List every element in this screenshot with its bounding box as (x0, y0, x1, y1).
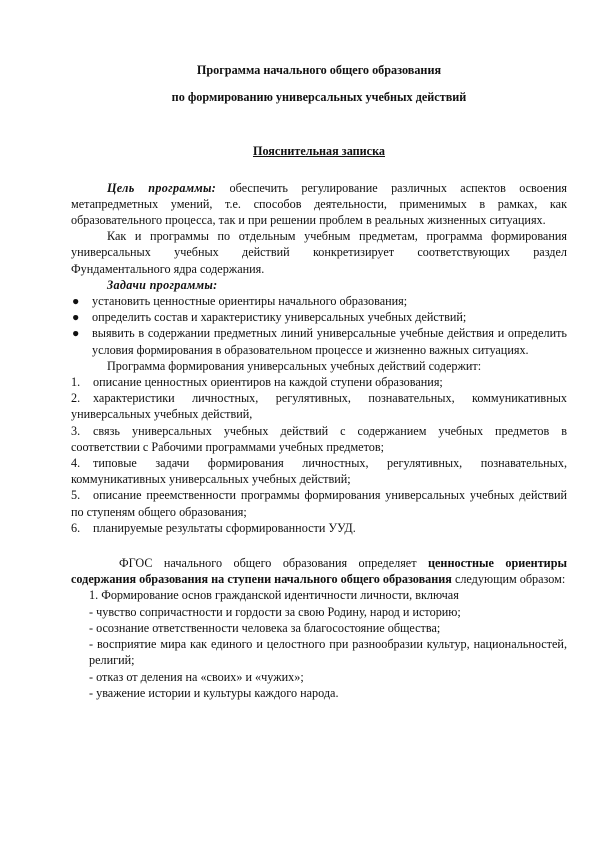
list-item-text: планируемые результаты сформированности УУД. (93, 520, 356, 535)
list-item (71, 309, 567, 325)
list-number: 6. (71, 520, 81, 535)
fgos-text-start: ФГОС начального общего образования определяет (119, 556, 428, 571)
fgos-text-end: следующим образом: (451, 572, 566, 587)
list-number: 5. (71, 488, 81, 503)
bullet-icon: ● (72, 310, 80, 325)
intro-paragraph: Как и программы по отдельным учебным предметам, программа формирования универсальных учебных действий конкретизирует соответствующих раздел Фундаментального ядра содержания. (71, 229, 567, 276)
list-item (71, 455, 567, 487)
section1-title: 1. Формирование основ гражданской идентичности личности, включая (89, 588, 459, 603)
list-item (71, 293, 567, 309)
list-item: - осознание ответственности человека за благосостояние общества; (89, 620, 441, 635)
list-item-text: характеристики личностных, регулятивных, познавательных, коммуникативных универсальных учебных действий, (71, 391, 567, 422)
section-heading: Пояснительная записка (252, 144, 386, 159)
list-item-text: выявить в содержании предметных линий универсальные учебные действия и определить условия формирования в образовательном процессе и жизненно важных ситуациях. (92, 326, 567, 357)
list-item (71, 325, 567, 357)
list-number: 3. (71, 423, 81, 438)
goal-text: обеспечить регулирование различных аспектов освоения метапредметных умений, т.е. способов деятельности, применимых в рамках, как образовательного процесса, так и при решении проблем в реальных жизненных ситуациях. (71, 180, 568, 228)
list-item-text: установить ценностные ориентиры начального образования; (92, 294, 408, 309)
tasks-heading (71, 277, 567, 293)
list-item-text: описание ценностных ориентиров на каждой ступени образования; (93, 375, 443, 390)
list-item (71, 390, 567, 422)
goal-label: Цель программы: (107, 180, 217, 195)
bullet-icon: ● (72, 326, 80, 341)
contents-intro: Программа формирования универсальных учебных действий содержит: (107, 358, 482, 373)
list-item (71, 520, 567, 536)
list-item: - восприятие мира как единого и целостного при разнообразии культур, национальностей, религий; (89, 637, 567, 668)
goal-paragraph (71, 180, 567, 229)
bullet-icon: ● (72, 294, 80, 309)
list-item (71, 487, 567, 519)
list-item: - уважение истории и культуры каждого народа. (89, 685, 339, 700)
program-title: Программа начального общего образования (196, 63, 442, 77)
list-number: 2. (71, 391, 81, 406)
list-number: 1. (71, 375, 81, 390)
tasks-label: Задачи программы: (107, 277, 218, 292)
program-subtitle: по формированию универсальных учебных действий (171, 90, 467, 105)
list-item: - отказ от деления на «своих» и «чужих»; (89, 669, 304, 684)
list-item (71, 423, 567, 455)
list-item-text: определить состав и характеристику универсальных учебных действий; (92, 310, 467, 325)
fgos-paragraph (71, 555, 567, 587)
contents-list (71, 374, 567, 536)
list-item-text: типовые задачи формирования личностных, регулятивных, познавательных, коммуникативных универсальных учебных действий; (71, 456, 567, 487)
list-item-text: связь универсальных учебных действий с содержанием учебных предметов в соответствии с Рабочими программами учебных предметов; (71, 423, 567, 454)
list-item-text: описание преемственности программы формирования универсальных учебных действий по ступеням общего образования; (71, 488, 567, 519)
list-item (71, 374, 567, 390)
document-page (71, 62, 567, 701)
list-item: - чувство сопричастности и гордости за свою Родину, народ и историю; (89, 604, 461, 619)
tasks-list (71, 293, 567, 358)
list-number: 4. (71, 456, 81, 471)
fgos-bold-text: ценностные ориентиры содержания образования на ступени начального общего образования (71, 556, 567, 587)
